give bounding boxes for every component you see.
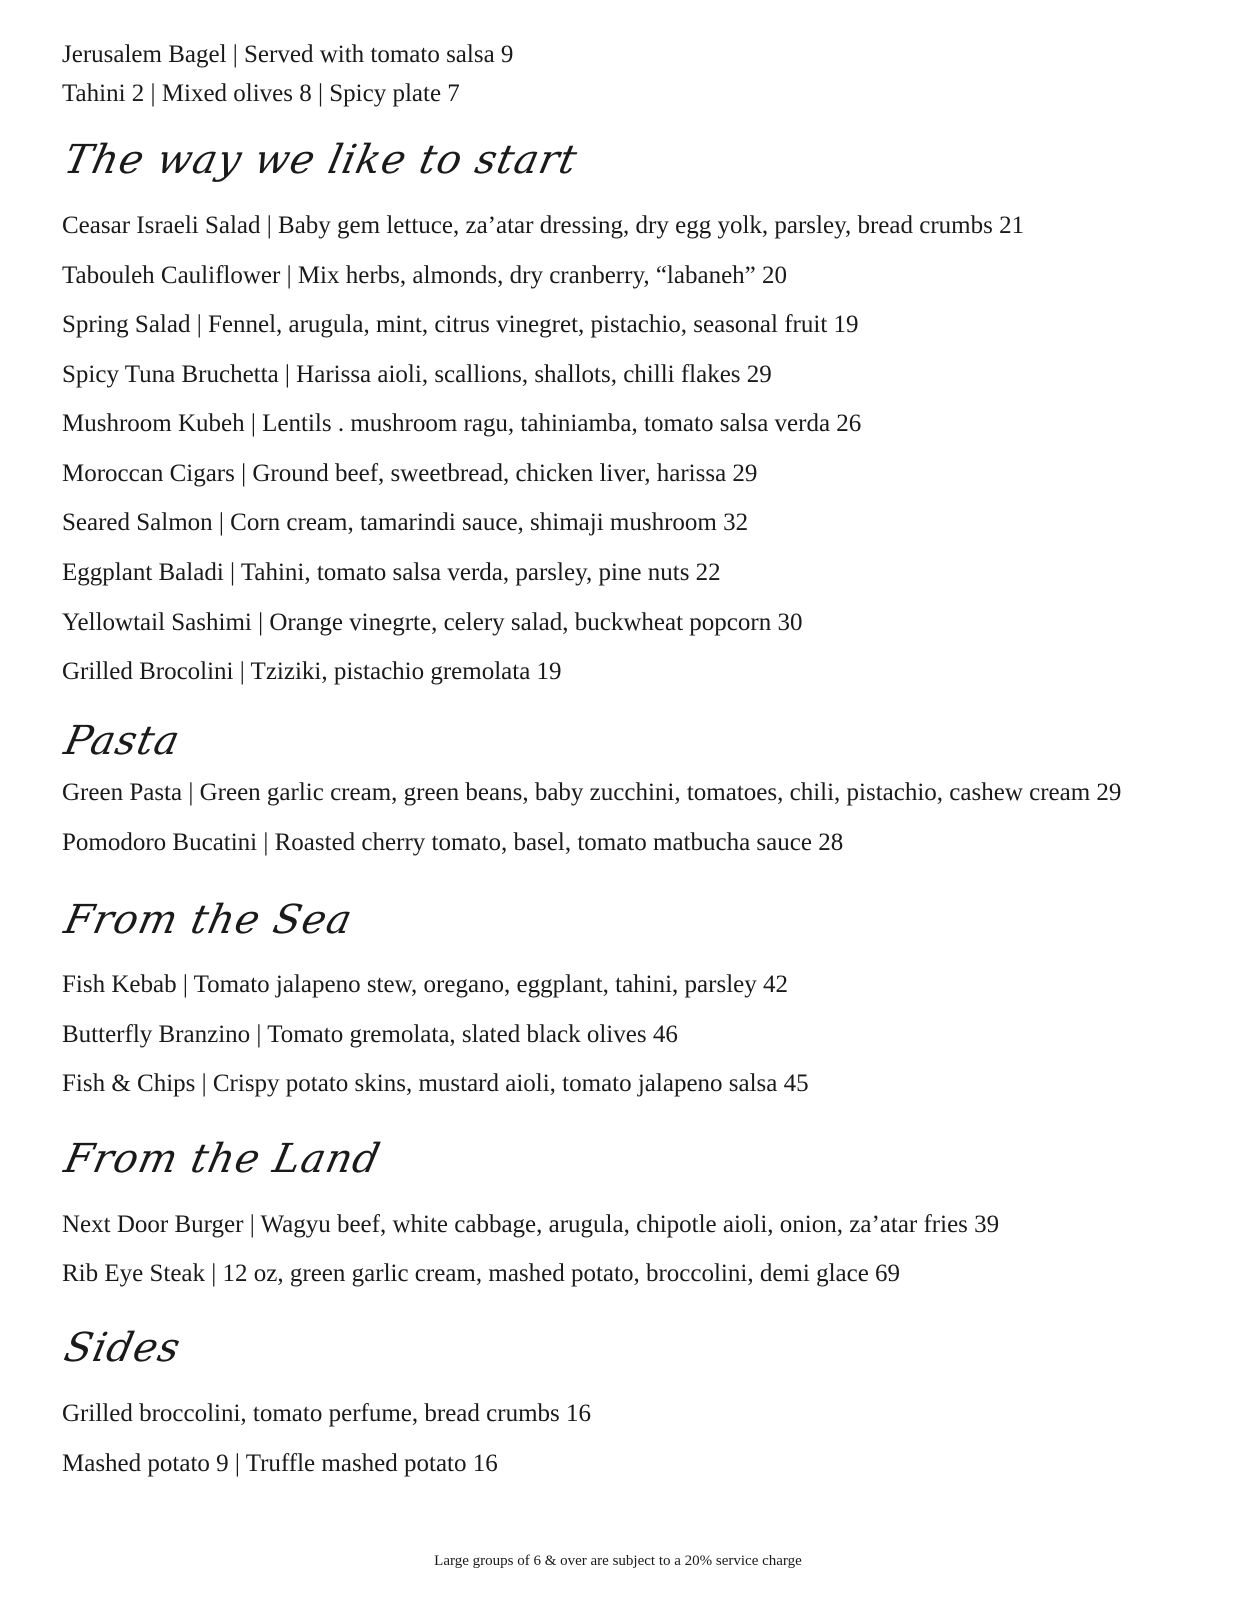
- menu-item: Seared Salmon | Corn cream, tamarindi sauce, shimaji mushroom 32: [62, 509, 749, 536]
- section-heading-sides: Sides: [60, 1325, 185, 1371]
- menu-item: Ceasar Israeli Salad | Baby gem lettuce, za’atar dressing, dry egg yolk, parsley, bread crumbs 21: [62, 212, 1025, 239]
- menu-item: Butterfly Branzino | Tomato gremolata, slated black olives 46: [62, 1021, 678, 1048]
- menu-item: Green Pasta | Green garlic cream, green beans, baby zucchini, tomatoes, chili, pistachio, cashew cream 29: [62, 779, 1122, 806]
- section-heading-pasta: Pasta: [60, 718, 185, 764]
- menu-item: Mashed potato 9 | Truffle mashed potato 16: [62, 1450, 498, 1477]
- menu-item: Pomodoro Bucatini | Roasted cherry tomato, basel, tomato matbucha sauce 28: [62, 829, 844, 856]
- menu-item: Fish & Chips | Crispy potato skins, mustard aioli, tomato jalapeno salsa 45: [62, 1070, 809, 1097]
- menu-item: Yellowtail Sashimi | Orange vinegrte, celery salad, buckwheat popcorn 30: [62, 609, 803, 636]
- menu-item: Moroccan Cigars | Ground beef, sweetbread, chicken liver, harissa 29: [62, 460, 758, 487]
- menu-item-jerusalem-bagel: Jerusalem Bagel | Served with tomato salsa 9: [62, 41, 514, 68]
- section-heading-starters: The way we like to start: [60, 137, 582, 183]
- menu-item: Tabouleh Cauliflower | Mix herbs, almonds, dry cranberry, “labaneh” 20: [62, 262, 788, 289]
- section-heading-sea: From the Sea: [60, 897, 357, 943]
- menu-item: Next Door Burger | Wagyu beef, white cabbage, arugula, chipotle aioli, onion, za’atar fries 39: [62, 1211, 1000, 1238]
- menu-item: Spicy Tuna Bruchetta | Harissa aioli, scallions, shallots, chilli flakes 29: [62, 361, 772, 388]
- menu-item: Fish Kebab | Tomato jalapeno stew, oregano, eggplant, tahini, parsley 42: [62, 971, 789, 998]
- section-heading-land: From the Land: [60, 1136, 385, 1182]
- menu-item-add-ons: Tahini 2 | Mixed olives 8 | Spicy plate 7: [62, 80, 460, 107]
- menu-item: Grilled broccolini, tomato perfume, bread crumbs 16: [62, 1400, 592, 1427]
- menu-item: Grilled Brocolini | Tziziki, pistachio gremolata 19: [62, 658, 562, 685]
- menu-item: Mushroom Kubeh | Lentils . mushroom ragu, tahiniamba, tomato salsa verda 26: [62, 410, 862, 437]
- menu-item: Eggplant Baladi | Tahini, tomato salsa verda, parsley, pine nuts 22: [62, 559, 721, 586]
- service-charge-note: Large groups of 6 & over are subject to a 20% service charge: [434, 1553, 802, 1569]
- menu-item: Rib Eye Steak | 12 oz, green garlic cream, mashed potato, broccolini, demi glace 69: [62, 1260, 901, 1287]
- menu-item: Spring Salad | Fennel, arugula, mint, citrus vinegret, pistachio, seasonal fruit 19: [62, 311, 859, 338]
